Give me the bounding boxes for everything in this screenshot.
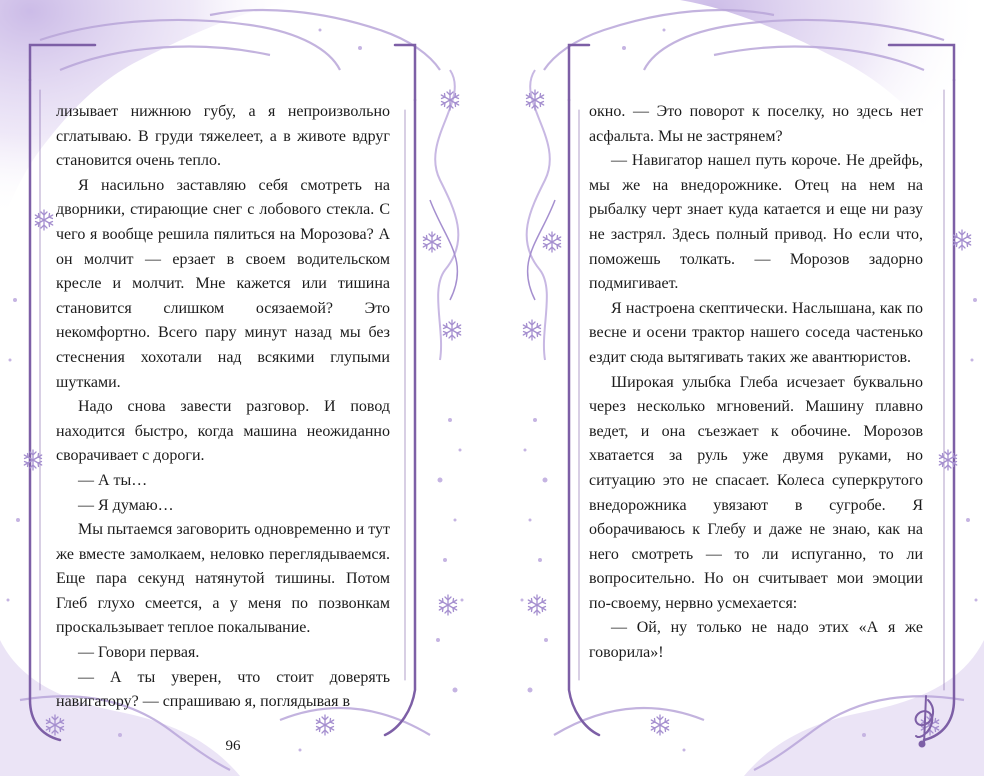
paragraph: — А ты… xyxy=(78,471,148,489)
paragraph: Мы пытаемся заговорить одновременно и тут же вместе замолкаем, неловко переглядываемся. Еще пара секунд натянутой тишины. Потом Глеб глухо смеется, а у меня по позвонкам проскальзывает теплое покалывание. xyxy=(56,521,390,637)
gutter-ribbon-ornament xyxy=(430,70,555,360)
paragraph: Я настроена скептически. Наслышана, как по весне и осени трактор нашего соседа частенько ездит сюда вытягивать таких же авантюристов. xyxy=(589,299,923,366)
paragraph: окно. — Это поворот к поселку, но здесь нет асфальта. Мы не застрянем? xyxy=(589,103,923,145)
paragraph: — Говори первая. xyxy=(78,644,200,662)
snowflake-icon xyxy=(441,90,458,110)
paragraph: Я насильно заставляю себя смотреть на дворники, стирающие снег с лобового стекла. С чего я вообще решила пялиться на Морозова? А он молчит — ерзает в своем водительском кресле и молчит. Мне кажется или тишина становится слишком осязаемой? Это некомфортно. Всего пару минут назад мы без стеснения хохотали над всякими глупыми шутками. xyxy=(56,176,390,391)
snowflake-icon xyxy=(316,715,333,735)
paragraph: — Навигатор нашел путь короче. Не дрейфь, мы же на внедорожнике. Отец на нем на рыбалку черт знает куда катается и еще ни разу не застрял. Здесь полный привод. Но если что, поможешь толкать. — Морозов задорно подмигивает. xyxy=(589,152,923,293)
snowflake-icon xyxy=(953,230,970,250)
snowflake-icon xyxy=(523,320,540,340)
page-number: 96 xyxy=(225,738,241,754)
paragraph: — Я думаю… xyxy=(78,496,174,514)
paragraph: лизывает нижнюю губу, а я непроизвольно сглатываю. В груди тяжелеет, а в животе вдруг становится очень тепло. xyxy=(56,103,390,170)
snowflake-icon xyxy=(439,595,456,615)
snowflake-icon xyxy=(543,232,560,252)
paragraph: Широкая улыбка Глеба исчезает буквально через несколько мгновений. Машину плавно ведет, и она съезжает к обочине. Морозов хватается за руль уже двумя руками, но ситуацию это не спасает. Колеса суперкрутого внедорожника увязают в сугробе. Я оборачиваюсь к Глебу и даже не знаю, как на него смотреть — то ли испуганно, то ли вопросительно. Но он считывает мои эмоции по-своему, нервно усмехается: xyxy=(589,373,923,612)
snowflake-icon xyxy=(526,90,543,110)
snowflake-icon xyxy=(423,232,440,252)
paragraph: — А ты уверен, что стоит доверять навигатору? — спрашиваю я, поглядывая в xyxy=(56,668,390,711)
snowflake-icon xyxy=(35,210,52,230)
left-page-text xyxy=(56,100,390,715)
snowflake-icon xyxy=(443,320,460,340)
paragraph: Надо снова завести разговор. И повод находится быстро, когда машина неожиданно сворачивает с дороги. xyxy=(56,398,390,465)
snowflake-icon xyxy=(651,715,668,735)
right-page-text xyxy=(589,100,923,666)
snowflake-icon xyxy=(528,595,545,615)
paragraph: — Ой, ну только не надо этих «А я же говорила»! xyxy=(589,619,923,662)
snowflake-icon xyxy=(24,450,41,470)
